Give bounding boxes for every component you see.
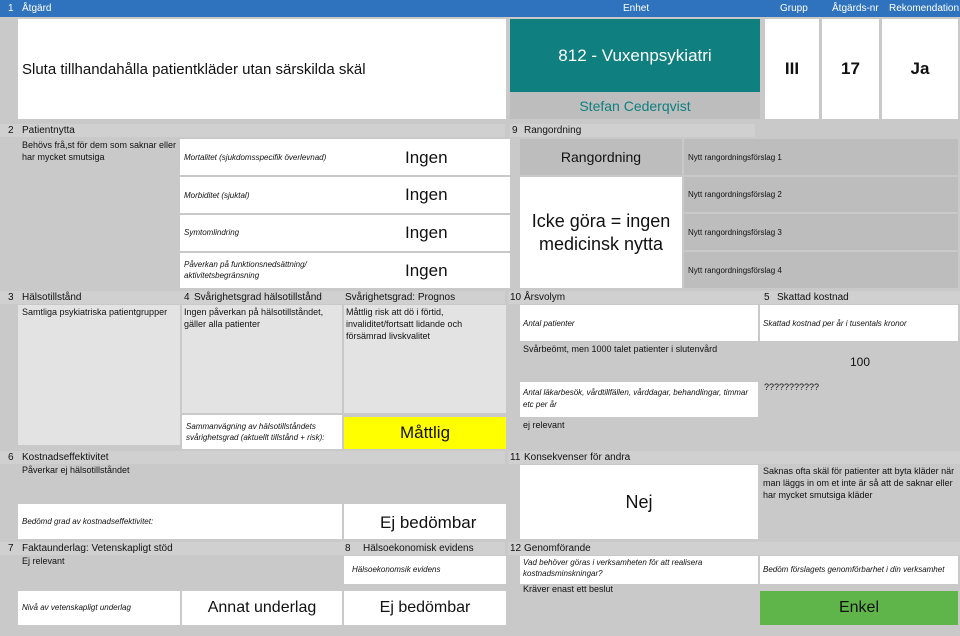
rangordning-proposal-2[interactable]: Nytt rangordningsförslag 2 xyxy=(684,177,958,212)
antal-patienter-value: Svårbeömt, men 1000 talet patienter i slutenvård xyxy=(523,344,718,354)
header-grupp: Grupp xyxy=(780,3,808,14)
section-label: Hälsoekonomisk evidens xyxy=(363,543,474,554)
symtomlindring-row xyxy=(180,215,510,251)
section-halsotillstand xyxy=(0,291,505,304)
header-atgardsnr: Åtgärds-nr xyxy=(832,3,879,14)
section-faktaunderlag xyxy=(0,542,505,555)
section-rangordning xyxy=(510,124,755,137)
halsoekonomisk-label-box xyxy=(344,556,506,584)
section-number: 7 xyxy=(8,543,14,554)
section-number: 4 xyxy=(184,292,190,303)
genomforande-question-value: Kräver enast ett beslut xyxy=(523,584,614,594)
row-number: 1 xyxy=(8,3,14,14)
kostnad-value-box xyxy=(760,343,958,379)
section-number: 5 xyxy=(764,292,770,303)
kostnad-desc-box xyxy=(760,305,958,341)
person-name: Stefan Cederqvist xyxy=(510,92,760,119)
section-label: Årsvolym xyxy=(524,292,566,303)
section-label: Hälsotillstånd xyxy=(22,292,82,303)
mortalitet-label: Mortalitet (sjukdomsspecifik överlevnad) xyxy=(184,153,327,162)
paverkan-value: Ingen xyxy=(405,261,448,280)
paverkan-row xyxy=(180,253,510,288)
faktaunderlag-value: Ej relevant xyxy=(22,556,65,566)
section-number: 8 xyxy=(345,543,351,554)
section-label: Patientnytta xyxy=(22,125,75,136)
header-rekommendation: Rekomendation xyxy=(889,3,960,14)
vetenskapligt-level-box xyxy=(18,591,180,625)
kostnad-unknown: ??????????? xyxy=(764,382,820,392)
morbiditet-row xyxy=(180,177,510,213)
section-number: 12 xyxy=(510,543,522,554)
section-label: Konsekvenser för andra xyxy=(524,452,631,463)
halsoekonomisk-value: Ej bedömbar xyxy=(344,591,506,625)
antal-patienter-label: Antal patienter xyxy=(523,319,575,328)
section-number: 10 xyxy=(510,292,522,303)
grupp-value: III xyxy=(765,19,819,119)
rekommendation-value: Ja xyxy=(882,19,958,119)
sammanvagning-label: Sammanvägning av hälsotillståndets svårighetsgrad (aktuellt tillstånd + risk): xyxy=(186,422,325,442)
sammanvagning-value: Måttlig xyxy=(344,417,506,449)
section-label: Skattad kostnad xyxy=(777,292,849,303)
rangordning-main: Icke göra = ingen medicinsk nytta xyxy=(520,177,682,288)
section-kostnadseffektivitet xyxy=(0,451,505,464)
vetenskapligt-level-value: Annat underlag xyxy=(182,591,342,625)
section-label: Svårighetsgrad: Prognos xyxy=(345,292,456,303)
section-number: 3 xyxy=(8,292,14,303)
patientnytta-description: Behövs frå,st för dem som saknar eller har mycket smutsiga xyxy=(22,140,177,162)
halsoekonomisk-inner-label: Hälsoekonomsik evidens xyxy=(352,565,441,574)
kostnadseffektivitet-value: Påverkar ej hälsotillståndet xyxy=(22,465,130,475)
section-label: Faktaunderlag: Vetenskapligt stöd xyxy=(22,543,173,554)
antal-patienter-box xyxy=(520,305,758,341)
section-genomforande xyxy=(508,542,960,555)
section-label: Rangordning xyxy=(524,125,582,136)
kostnad-value: 100 xyxy=(850,355,871,369)
header-bar xyxy=(0,0,960,17)
section-label: Svårighetsgrad hälsotillstånd xyxy=(194,292,322,303)
rangordning-proposal-1[interactable]: Nytt rangordningsförslag 1 xyxy=(684,139,958,175)
rangordning-proposal-3[interactable]: Nytt rangordningsförslag 3 xyxy=(684,214,958,250)
atgardsnr-value: 17 xyxy=(822,19,879,119)
kostnad-desc: Skattad kostnad per år i tusentals kronor xyxy=(763,319,907,328)
section-arsvolym xyxy=(508,291,960,304)
mortalitet-row xyxy=(180,139,510,175)
section-number: 6 xyxy=(8,452,14,463)
morbiditet-label: Morbiditet (sjuktal) xyxy=(184,191,250,200)
rangordning-box: Rangordning xyxy=(520,139,682,175)
konsekvenser-value: Nej xyxy=(520,465,758,539)
section-number: 9 xyxy=(512,125,518,136)
svarighetsgrad-value: Ingen påverkan på hälsotillståndet, gäller alla patienter xyxy=(182,305,342,413)
section-label: Kostnadseffektivitet xyxy=(22,452,109,463)
rangordning-proposal-4[interactable]: Nytt rangordningsförslag 4 xyxy=(684,252,958,288)
morbiditet-value: Ingen xyxy=(405,185,448,204)
genomforbarhet-label: Bedöm förslagets genomförbarhet i din verksamhet xyxy=(763,565,945,574)
section-label: Genomförande xyxy=(524,543,591,554)
vetenskapligt-level-label: Nivå av vetenskapligt underlag xyxy=(22,603,131,612)
kostnadseffektivitet-grade-value: Ej bedömbar xyxy=(380,513,477,532)
konsekvenser-comment: Saknas ofta skäl för patienter att byta kläder när man läggs in om et inte är så att de saknar eller har mycket smutsiga kläder xyxy=(763,466,955,500)
paverkan-label: Påverkan på funktionsnedsättning/ aktivitetsbegränsning xyxy=(184,260,307,280)
genomforbarhet-value: Enkel xyxy=(760,591,958,625)
lakarbesok-box xyxy=(520,382,758,417)
lakarbesok-label: Antal läkarbesök, vårdtillfällen, vårddagar, behandlingar, timmar etc per år xyxy=(523,388,749,409)
symtomlindring-label: Symtomlindring xyxy=(184,228,240,237)
genomforande-question-label: Vad behöver göras i verksamheten för att realisera kostnadsminskningar? xyxy=(523,558,703,578)
kostnadseffektivitet-grade-label: Bedömd grad av kostnadseffektivitet: xyxy=(22,517,154,526)
genomforande-question-box xyxy=(520,556,758,584)
kostnadseffektivitet-grade-box xyxy=(18,504,342,539)
header-enhet: Enhet xyxy=(623,3,650,14)
lakarbesok-value: ej relevant xyxy=(523,420,565,430)
symtomlindring-value: Ingen xyxy=(405,223,448,242)
section-konsekvenser xyxy=(508,451,960,464)
halsotillstand-value: Samtliga psykiatriska patientgrupper xyxy=(18,305,180,445)
kostnadseffektivitet-grade-value-box xyxy=(344,504,506,539)
sammanvagning-label-box xyxy=(182,415,342,449)
prognos-value: Måttlig risk att dö i förtid, invaliditet/fortsatt lidande och försämrad livskvalitet xyxy=(344,305,506,413)
header-atgard: Åtgärd xyxy=(22,3,52,14)
mortalitet-value: Ingen xyxy=(405,148,448,167)
section-patientnytta xyxy=(0,124,505,137)
section-number: 11 xyxy=(510,452,521,463)
enhet-name: 812 - Vuxenpsykiatri xyxy=(510,19,760,92)
genomforbarhet-label-box xyxy=(760,556,958,584)
section-number: 2 xyxy=(8,125,14,136)
atgard-title: Sluta tillhandahålla patientkläder utan särskilda skäl xyxy=(18,19,506,119)
